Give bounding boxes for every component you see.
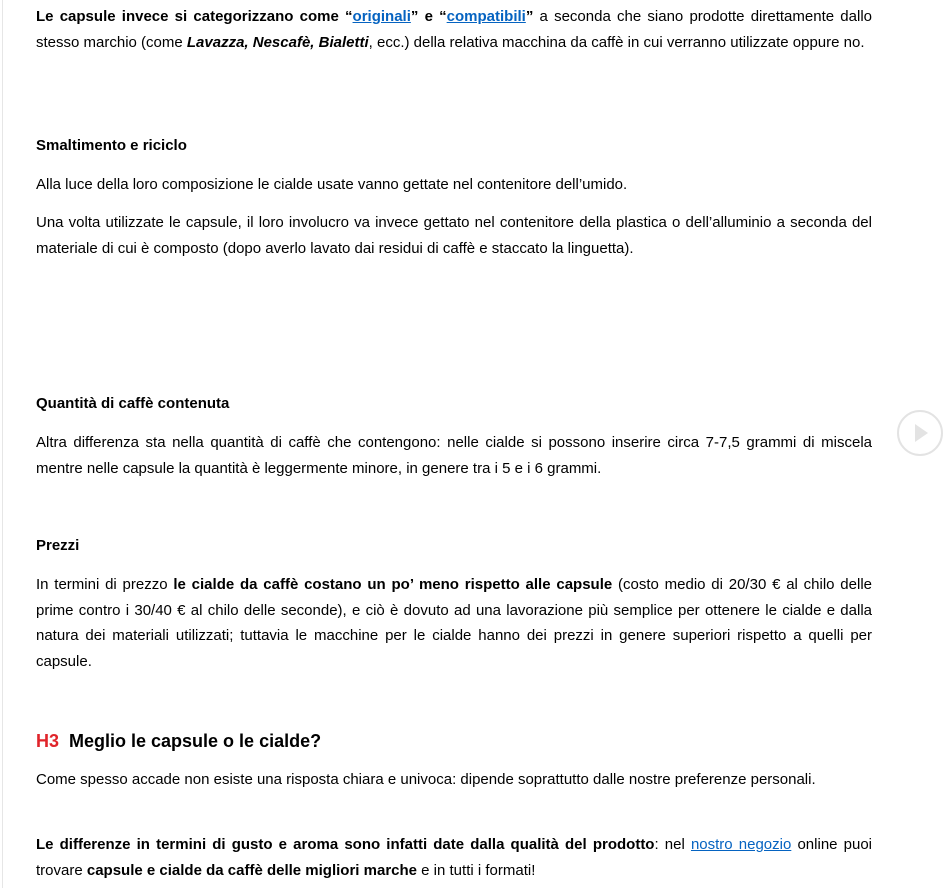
- meglio-heading-text: Meglio le capsule o le cialde?: [69, 731, 322, 751]
- smaltimento-heading: Smaltimento e riciclo: [36, 137, 187, 154]
- brands-names: Lavazza, Nescafè, Bialetti: [186, 33, 369, 51]
- meglio-quality-bold: Le differenze in termini di gusto e aroma sono infatti date dalla qualità del prodotto: [36, 836, 655, 853]
- meglio-paragraph-1: Come spesso accade non esiste una risposta chiara e univoca: dipende soprattutto dalle nostre preferenze personali.: [36, 771, 816, 788]
- play-icon: [899, 412, 941, 454]
- quantita-heading: Quantità di caffè contenuta: [36, 395, 230, 412]
- page-edge-divider: [2, 0, 3, 888]
- smaltimento-paragraph-1: Alla luce della loro composizione le cialde usate vanno gettate nel contenitore dell’umido.: [36, 176, 628, 193]
- meglio-paragraph-2: Le differenze in termini di gusto e aroma sono infatti date dalla qualità del prodotto: nel nostro negozio online puoi trovare capsule e cialde da caffè delle migliori marche e in tutti i formati!: [36, 836, 872, 879]
- prezzi-paragraph: In termini di prezzo le cialde da caffè costano un po’ meno rispetto alle capsule (costo medio di 20/30 € al chilo delle prime contro i 30/40 € al chilo delle seconde), e ciò è dovuto ad una lavorazione più semplice per ottenere le cialde e dalla natura dei materiali utilizzati; tuttavia le macchine per le cialde hanno dei prezzi in genere superiori rispetto a quelli per capsule.: [36, 576, 873, 671]
- smaltimento-paragraph-2: Una volta utilizzate le capsule, il loro involucro va invece gettato nel contenitore della plastica o dell’alluminio a seconda del materiale di cui è composto (dopo averlo lavato dai residui di caffè e staccato la linguetta).: [36, 214, 872, 257]
- compatibili-link[interactable]: compatibili: [446, 8, 526, 25]
- quantita-paragraph: Altra differenza sta nella quantità di caffè che contengono: nelle cialde si possono inserire circa 7-7,5 grammi di miscela mentre nelle capsule la quantità è leggermente minore, in genere tra i 5 e i 6 grammi.: [36, 434, 872, 477]
- meglio-section-heading: [36, 728, 321, 754]
- originali-link[interactable]: originali: [352, 8, 411, 25]
- nostro-negozio-link[interactable]: nostro negozio: [690, 836, 792, 853]
- h3-tag-label: H3: [36, 731, 60, 751]
- prezzi-heading: Prezzi: [36, 537, 80, 554]
- prezzi-highlight: le cialde da caffè costano un po’ meno rispetto alle capsule: [173, 576, 613, 593]
- capsule-categories-paragraph: Le capsule invece si categorizzano come “originali” e “compatibili” a seconda che siano prodotte direttamente dallo stesso marchio (come Lavazza, Nescafè, Bialetti, ecc.) della relativa macchina da caffè in cui verranno utilizzate oppure no.: [36, 8, 872, 51]
- categories-lead-bold: Le capsule invece si categorizzano come “originali” e “compatibili”: [36, 8, 534, 25]
- migliori-marche-bold: capsule e cialde da caffè delle migliori marche: [86, 861, 417, 879]
- play-button[interactable]: [897, 410, 943, 456]
